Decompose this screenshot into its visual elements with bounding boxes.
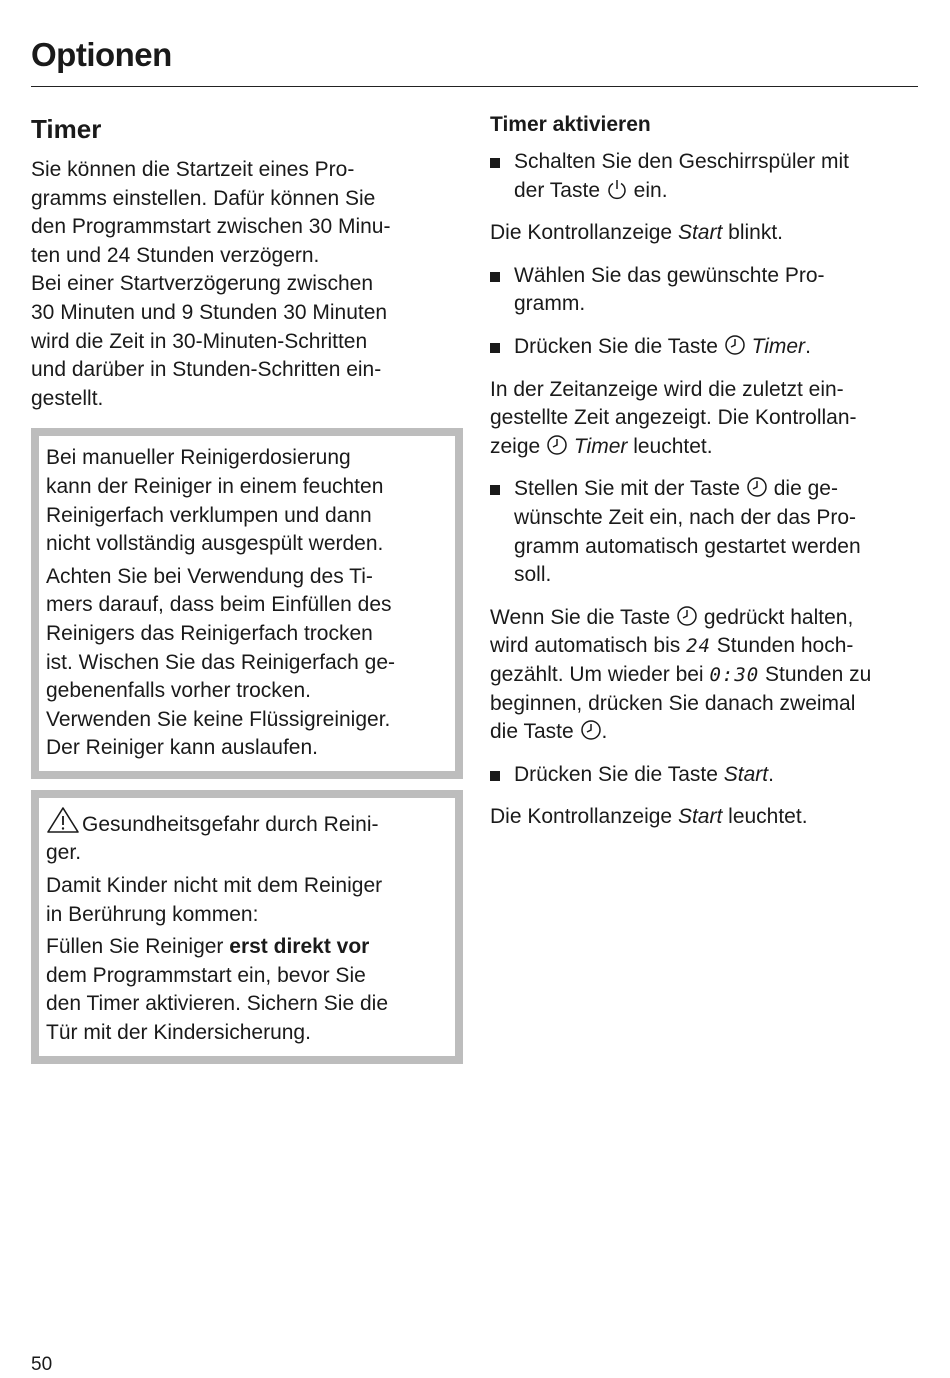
- result-text: Die Kontrollanzeige Start blinkt.: [490, 221, 784, 245]
- square-bullet-icon: [490, 158, 500, 168]
- result-text: In der Zeitanzeige wird die zuletzt ein- gestellte Zeit angezeigt. Die Kontrollan- zeige Timer leuchtet.: [490, 377, 857, 458]
- clock-icon: [546, 434, 568, 456]
- subheading-timer-activate: Timer aktivieren: [490, 113, 651, 136]
- display-value-24: 24: [686, 635, 711, 658]
- left-column: [31, 108, 463, 1064]
- instruction-step: Stellen Sie mit der Taste die ge- wünschte Zeit ein, nach der das Pro- gramm automatisch gestartet werden soll.: [490, 475, 920, 589]
- instruction-step: Schalten Sie den Geschirrspüler mit der Taste ein.: [490, 148, 920, 205]
- notice-paragraph: Bei manueller Reinigerdosierung kann der Reiniger in einem feuchten Reinigerfach verklumpen und dann nicht vollständig ausgespült werden.: [46, 446, 384, 556]
- instruction-step: Drücken Sie die Taste Timer.: [490, 333, 920, 362]
- emphasis-text: erst direkt vor: [229, 935, 370, 959]
- display-value-030: 0:30: [709, 663, 760, 686]
- square-bullet-icon: [490, 343, 500, 353]
- timer-intro-paragraph: Sie können die Startzeit eines Pro- gramms einstellen. Dafür können Sie den Programmstart zwischen 30 Minu- ten und 24 Stunden verzögern. Bei einer Startverzögerung zwischen 30 Minuten und 9 Stunden 30 Minuten wird die Zeit in 30-Minuten-Schritten und darüber in Stunden-Schritten ein- gestellt.: [31, 158, 391, 410]
- result-text: Wenn Sie die Taste gedrückt halten, wird automatisch bis 24 Stunden hoch- gezählt. Um wieder bei 0:30 Stunden zu beginnen, drücken Sie danach zweimal die Taste .: [490, 605, 872, 744]
- page-number: 50: [31, 1354, 53, 1375]
- warning-title: Gesundheitsgefahr durch Reini- ger.: [46, 806, 447, 868]
- warning-box-health: [31, 790, 463, 1064]
- clock-icon: [676, 605, 698, 627]
- notice-box-detergent: [31, 428, 463, 779]
- title-divider: [31, 86, 918, 87]
- power-icon: [606, 178, 628, 200]
- clock-icon: [746, 476, 768, 498]
- clock-icon: [724, 334, 746, 356]
- page-title: Optionen: [31, 36, 172, 73]
- square-bullet-icon: [490, 485, 500, 495]
- instruction-step: Wählen Sie das gewünschte Pro- gramm.: [490, 262, 920, 319]
- warning-paragraph: Füllen Sie Reiniger erst direkt vor dem Programmstart ein, bevor Sie den Timer aktivieren. Sichern Sie die Tür mit der Kindersicherung.: [46, 935, 388, 1045]
- warning-triangle-icon: [46, 806, 82, 834]
- instruction-step: Drücken Sie die Taste Start.: [490, 761, 920, 790]
- result-text: Die Kontrollanzeige Start leuchtet.: [490, 805, 808, 829]
- square-bullet-icon: [490, 771, 500, 781]
- square-bullet-icon: [490, 272, 500, 282]
- notice-paragraph: Achten Sie bei Verwendung des Ti- mers darauf, dass beim Einfüllen des Reinigers das Reinigerfach trocken ist. Wischen Sie das Reinigerfach ge- gebenenfalls vorher trocken. Verwenden Sie keine Flüssigreiniger. Der Reiniger kann auslaufen.: [46, 564, 395, 760]
- warning-paragraph: Damit Kinder nicht mit dem Reiniger in Berührung kommen:: [46, 874, 383, 926]
- clock-icon: [580, 719, 602, 741]
- section-heading-timer: Timer: [31, 114, 102, 144]
- right-column: [490, 108, 920, 846]
